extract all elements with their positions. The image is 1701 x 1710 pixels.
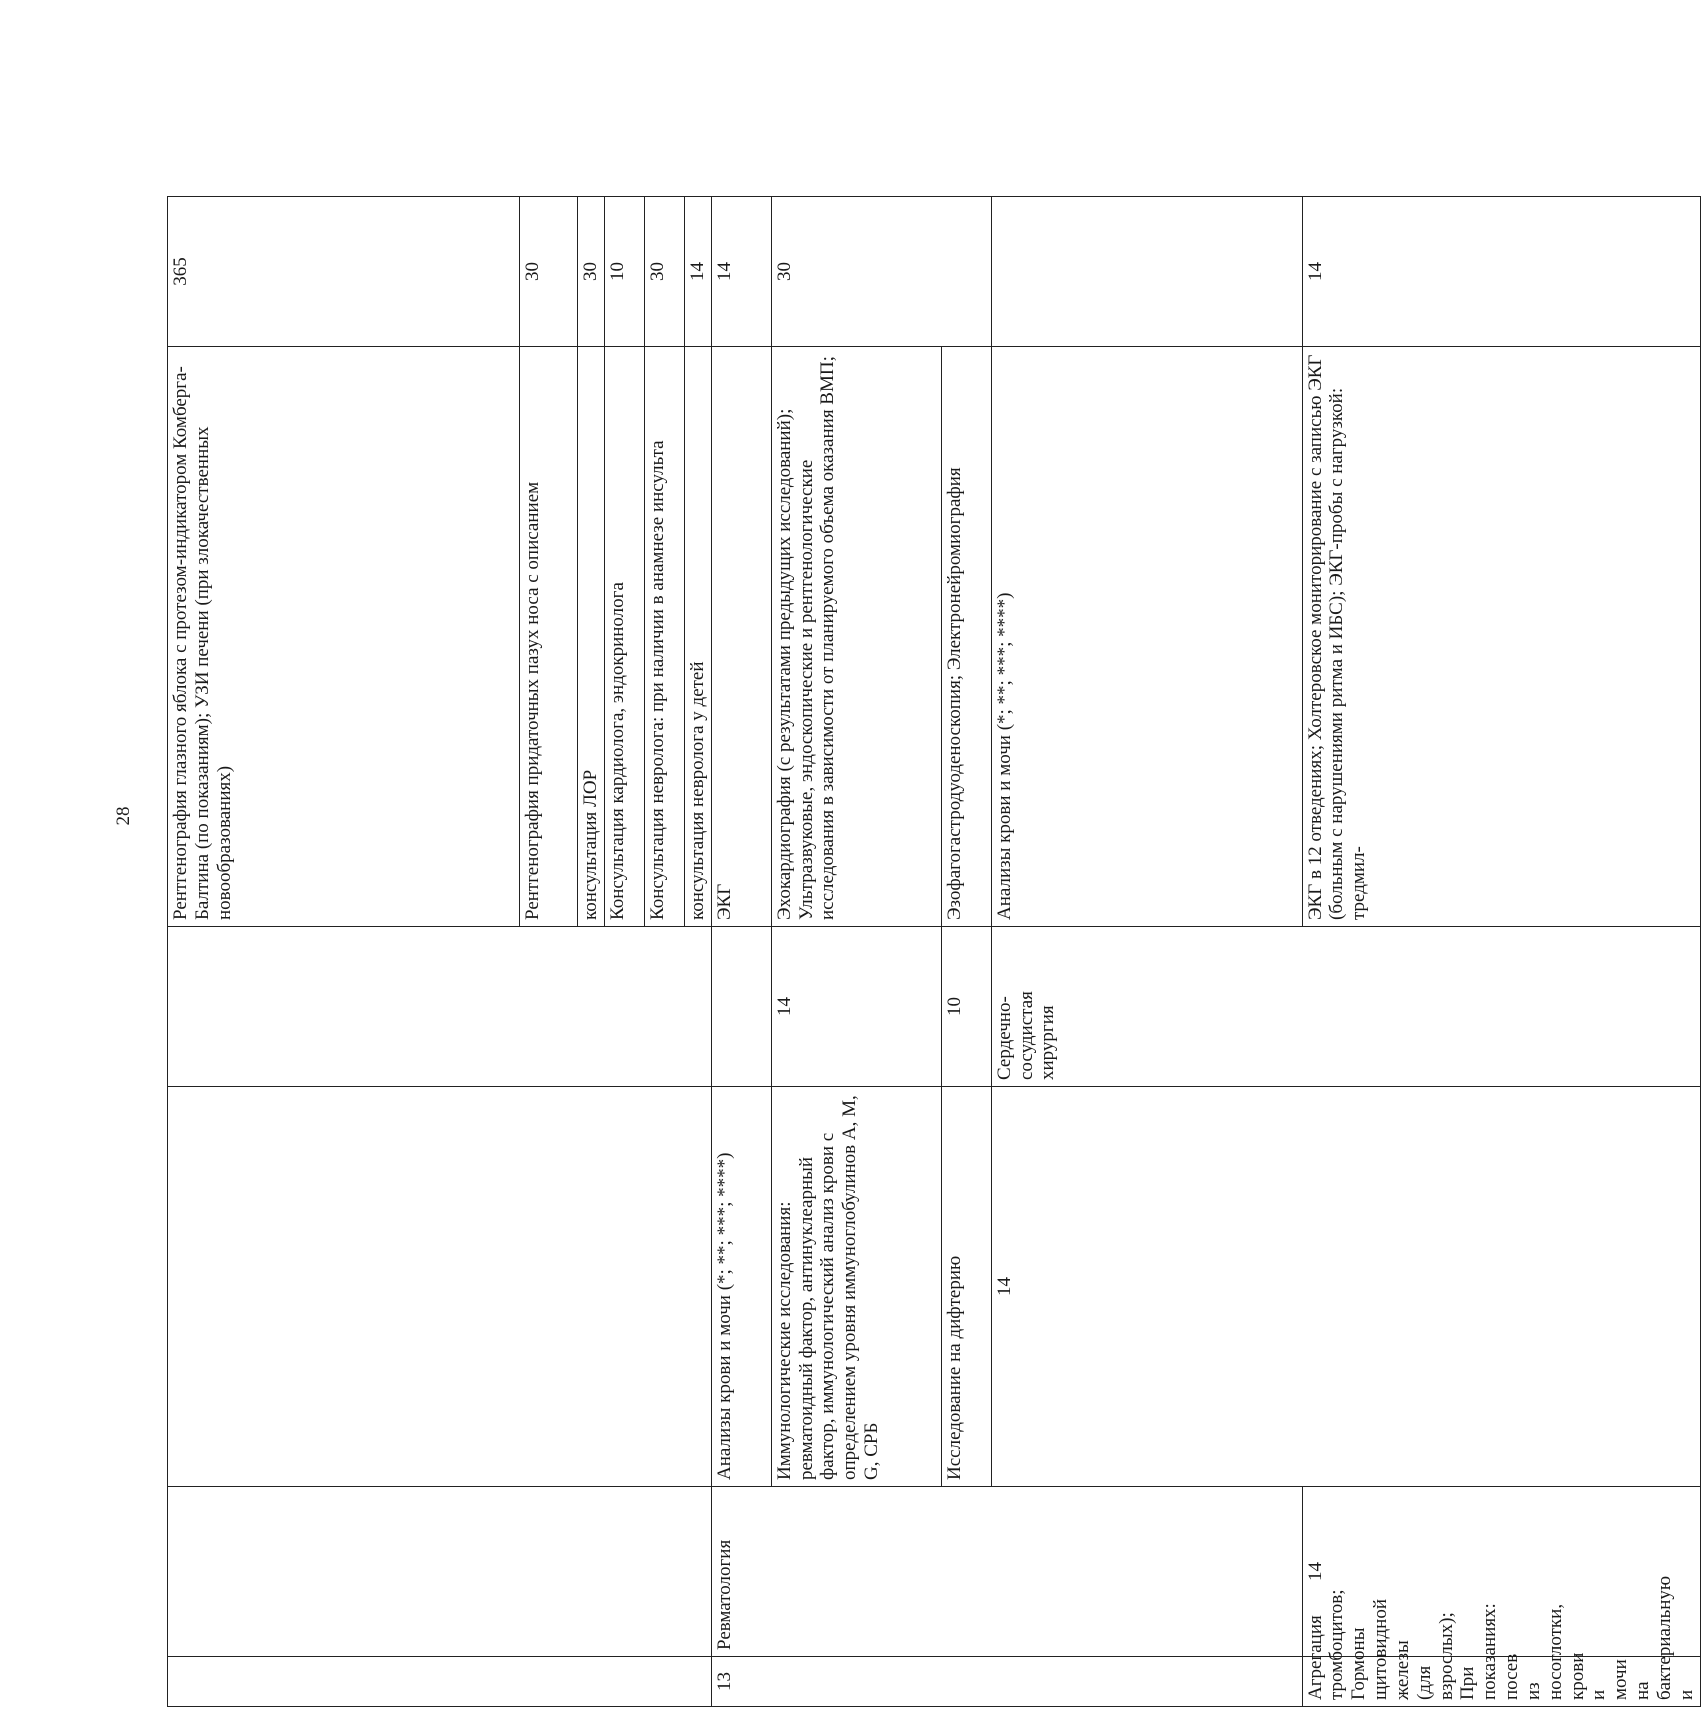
number-cell	[168, 1657, 712, 1707]
analysis-days-cell: 14	[771, 927, 941, 1087]
analysis-days-cell	[711, 927, 771, 1087]
exam-cell: консультация ЛОР	[578, 347, 605, 927]
analysis-cell	[168, 1087, 712, 1487]
analysis-cell: Исследование на дифтерию	[941, 1087, 991, 1487]
exam-cell: Эзофагогастродуоденоскопия; Электронейромиография	[941, 347, 991, 927]
exam-cell: Рентгенография придаточных пазух носа с описанием	[520, 347, 578, 927]
exam-days-cell: 14	[684, 197, 711, 347]
table-row	[941, 197, 991, 1707]
page-number: 28	[113, 806, 134, 826]
table-row	[711, 197, 771, 1707]
table-row	[991, 197, 1302, 1707]
exam-cell: консультация невролога у детей	[684, 347, 711, 927]
analysis-cell: Иммунологические исследования: ревматоидный фактор, антинуклеарный фактор, иммунологический анализ крови с определением уровня иммуноглобулинов A, M, G, СРБ	[771, 1087, 941, 1487]
exam-days-cell: 30	[771, 197, 991, 347]
exam-cell: Консультация невролога: при наличии в анамнезе инсульта	[644, 347, 684, 927]
exam-days-cell: 14	[711, 197, 771, 347]
specialty-cell	[168, 1487, 712, 1657]
analysis-cell: Анализы крови и мочи (*; **; ***; ****)	[711, 1087, 771, 1487]
table-row	[168, 197, 520, 1707]
exam-cell: Эхокардиография (с результатами предыдущих исследований); Ультразвуковые, эндоскопические и рентгенологические исследования в зависимости от планируемого объема оказания ВМП;	[771, 347, 941, 927]
analysis-cell: Анализы крови и мочи (*; **; ***; ****)	[991, 347, 1302, 927]
exam-days-cell: 30	[578, 197, 605, 347]
row-number: 14	[991, 1087, 1700, 1487]
analysis-days-cell: 10	[941, 927, 991, 1087]
exam-days-cell: 30	[520, 197, 578, 347]
analysis-days-cell	[991, 197, 1302, 347]
analysis-days-cell: 14	[1302, 1487, 1700, 1657]
exam-cell: ЭКГ в 12 отведениях; Холтеровское мониторирование с записью ЭКГ (больным с нарушениями ритма и ИБС); ЭКГ-пробы с нагрузкой: тредмил-	[1302, 347, 1700, 927]
exam-days-cell: 14	[1302, 197, 1700, 347]
exam-cell: Консультация кардиолога, эндокринолога	[604, 347, 644, 927]
specialty-name: Сердечно-сосудистая хирургия	[991, 927, 1700, 1087]
table-row	[771, 197, 941, 1707]
exam-cell: ЭКГ	[711, 347, 771, 927]
specialty-name: Ревматология	[711, 1487, 1302, 1657]
exam-days-cell: 365	[168, 197, 520, 347]
analysis-cell: Агрегация тромбоцитов; Гормоны щитовидной железы (для взрослых); При показаниях: посев из носоглотки, крови и мочи на бактериальную и	[1302, 1657, 1700, 1707]
exam-days-cell: 30	[644, 197, 684, 347]
analysis-days-cell	[168, 927, 712, 1087]
exam-cell: Рентгенография глазного яблока с протезом-индикатором Комберга-Балтина (по показаниям); УЗИ печени (при злокачественных новообразованиях)	[168, 347, 520, 927]
exam-days-cell: 10	[604, 197, 644, 347]
requirements-table	[167, 196, 1701, 1707]
row-number: 13	[711, 1657, 1302, 1707]
requirements-table-wrapper	[167, 197, 1697, 1707]
